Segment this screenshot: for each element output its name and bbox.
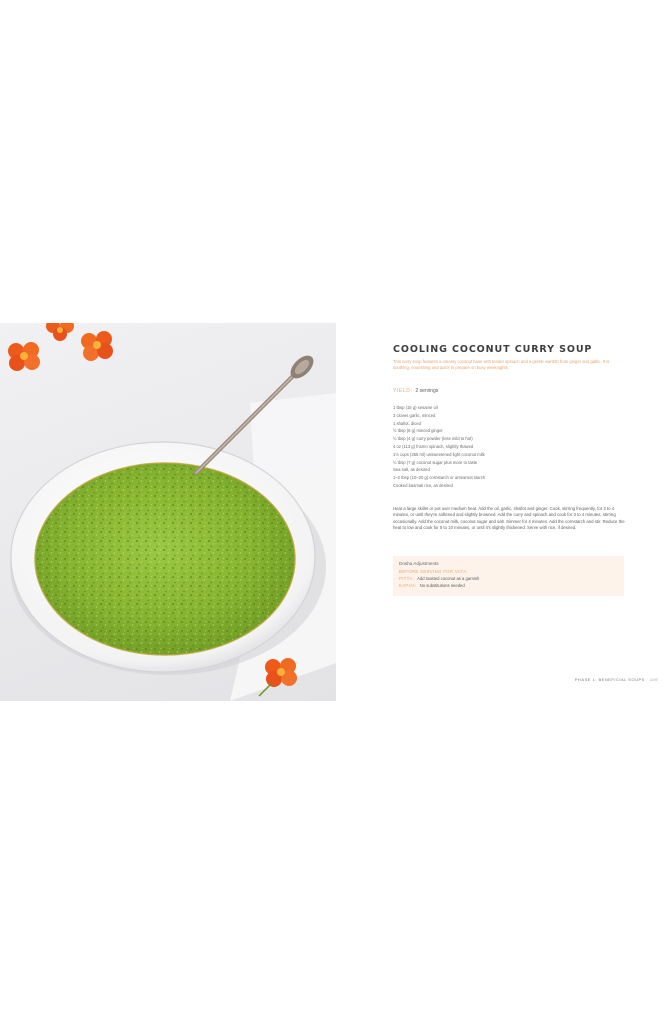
recipe-method: Heat a large skillet or pot over medium heat. Add the oil, garlic, shallot and ginger. Cook, stirring frequently, for 3 to 4 minutes, or until they're softened and slightly browned. Add the curry and spinach and cook for 3 to 4 minutes, stirring occasionally. Add the coconut milk, coconut sugar and salt. Simmer for 4 minutes. Add the cornstarch and stir. Reduce the heat to low and cook for 5 to 10 minutes, or until it's slightly thickened. Serve with rice, if desired. [393,506,625,531]
ingredient-item: 1 shallot, diced [393,420,421,426]
kapha-value: No substitutions needed [419,583,465,588]
soup-bowl-illustration [0,323,336,701]
page-number: 109 [649,677,658,682]
recipe-title: COOLING COCONUT CURRY SOUP [393,344,593,355]
footer-section: PHASE 1: BENEFICIAL SOUPS [574,677,645,682]
ingredient-item: 1½ cups (355 ml) unsweetened light coconut milk [393,451,485,457]
soup-photo [0,323,336,701]
page-footer [575,677,658,682]
flower-top-right [81,331,113,361]
pitta-label: PITTA: [399,576,415,581]
dosha-heading: Dosha Adjustments [399,561,439,566]
ingredient-item: 1–2 tbsp (10–20 g) cornstarch or arrowroot starch [393,475,486,481]
ingredient-item: Cooked basmati rice, as desired [393,482,453,488]
recipe-intro: This curry soup features a creamy coconut base with tender spinach and a gentle warmth from ginger and garlic. It is soothing, nourishing and quick to prepare on busy weeknights. [393,359,610,370]
flower-top-left [8,342,40,371]
flower-top-center [46,323,74,341]
ingredient-item: ½ tbsp (7 g) coconut sugar plus more to taste [393,459,478,465]
recipe-yield [393,388,438,394]
ingredient-item: ½ tbsp (6 g) minced ginger [393,428,443,434]
ingredient-item: 1 tbsp (15 g) sesame oil [393,405,438,410]
dosha-row-vata: BEFORE SERVING FOR VATA: [399,569,469,574]
yield-value: 2 servings [415,388,439,394]
ingredient-item: 4 oz (113 g) frozen spinach, slightly thawed [393,443,474,449]
ingredient-item: Sea salt, as desired [393,467,430,473]
dosha-row-kapha [399,583,465,588]
yield-label: YIELD: [393,388,413,394]
kapha-label: KAPHA: [399,583,417,588]
ingredient-list [393,404,573,490]
recipe-page [336,323,672,701]
pitta-value: Add toasted coconut as a garnish [417,576,480,581]
dosha-row-pitta [399,576,479,581]
ingredient-item: 3 cloves garlic, minced [393,412,436,418]
ingredient-item: ½ tbsp (4 g) curry powder (less mild to hot) [393,436,473,442]
dosha-adjustments-box [393,556,624,596]
book-spread [0,323,672,701]
